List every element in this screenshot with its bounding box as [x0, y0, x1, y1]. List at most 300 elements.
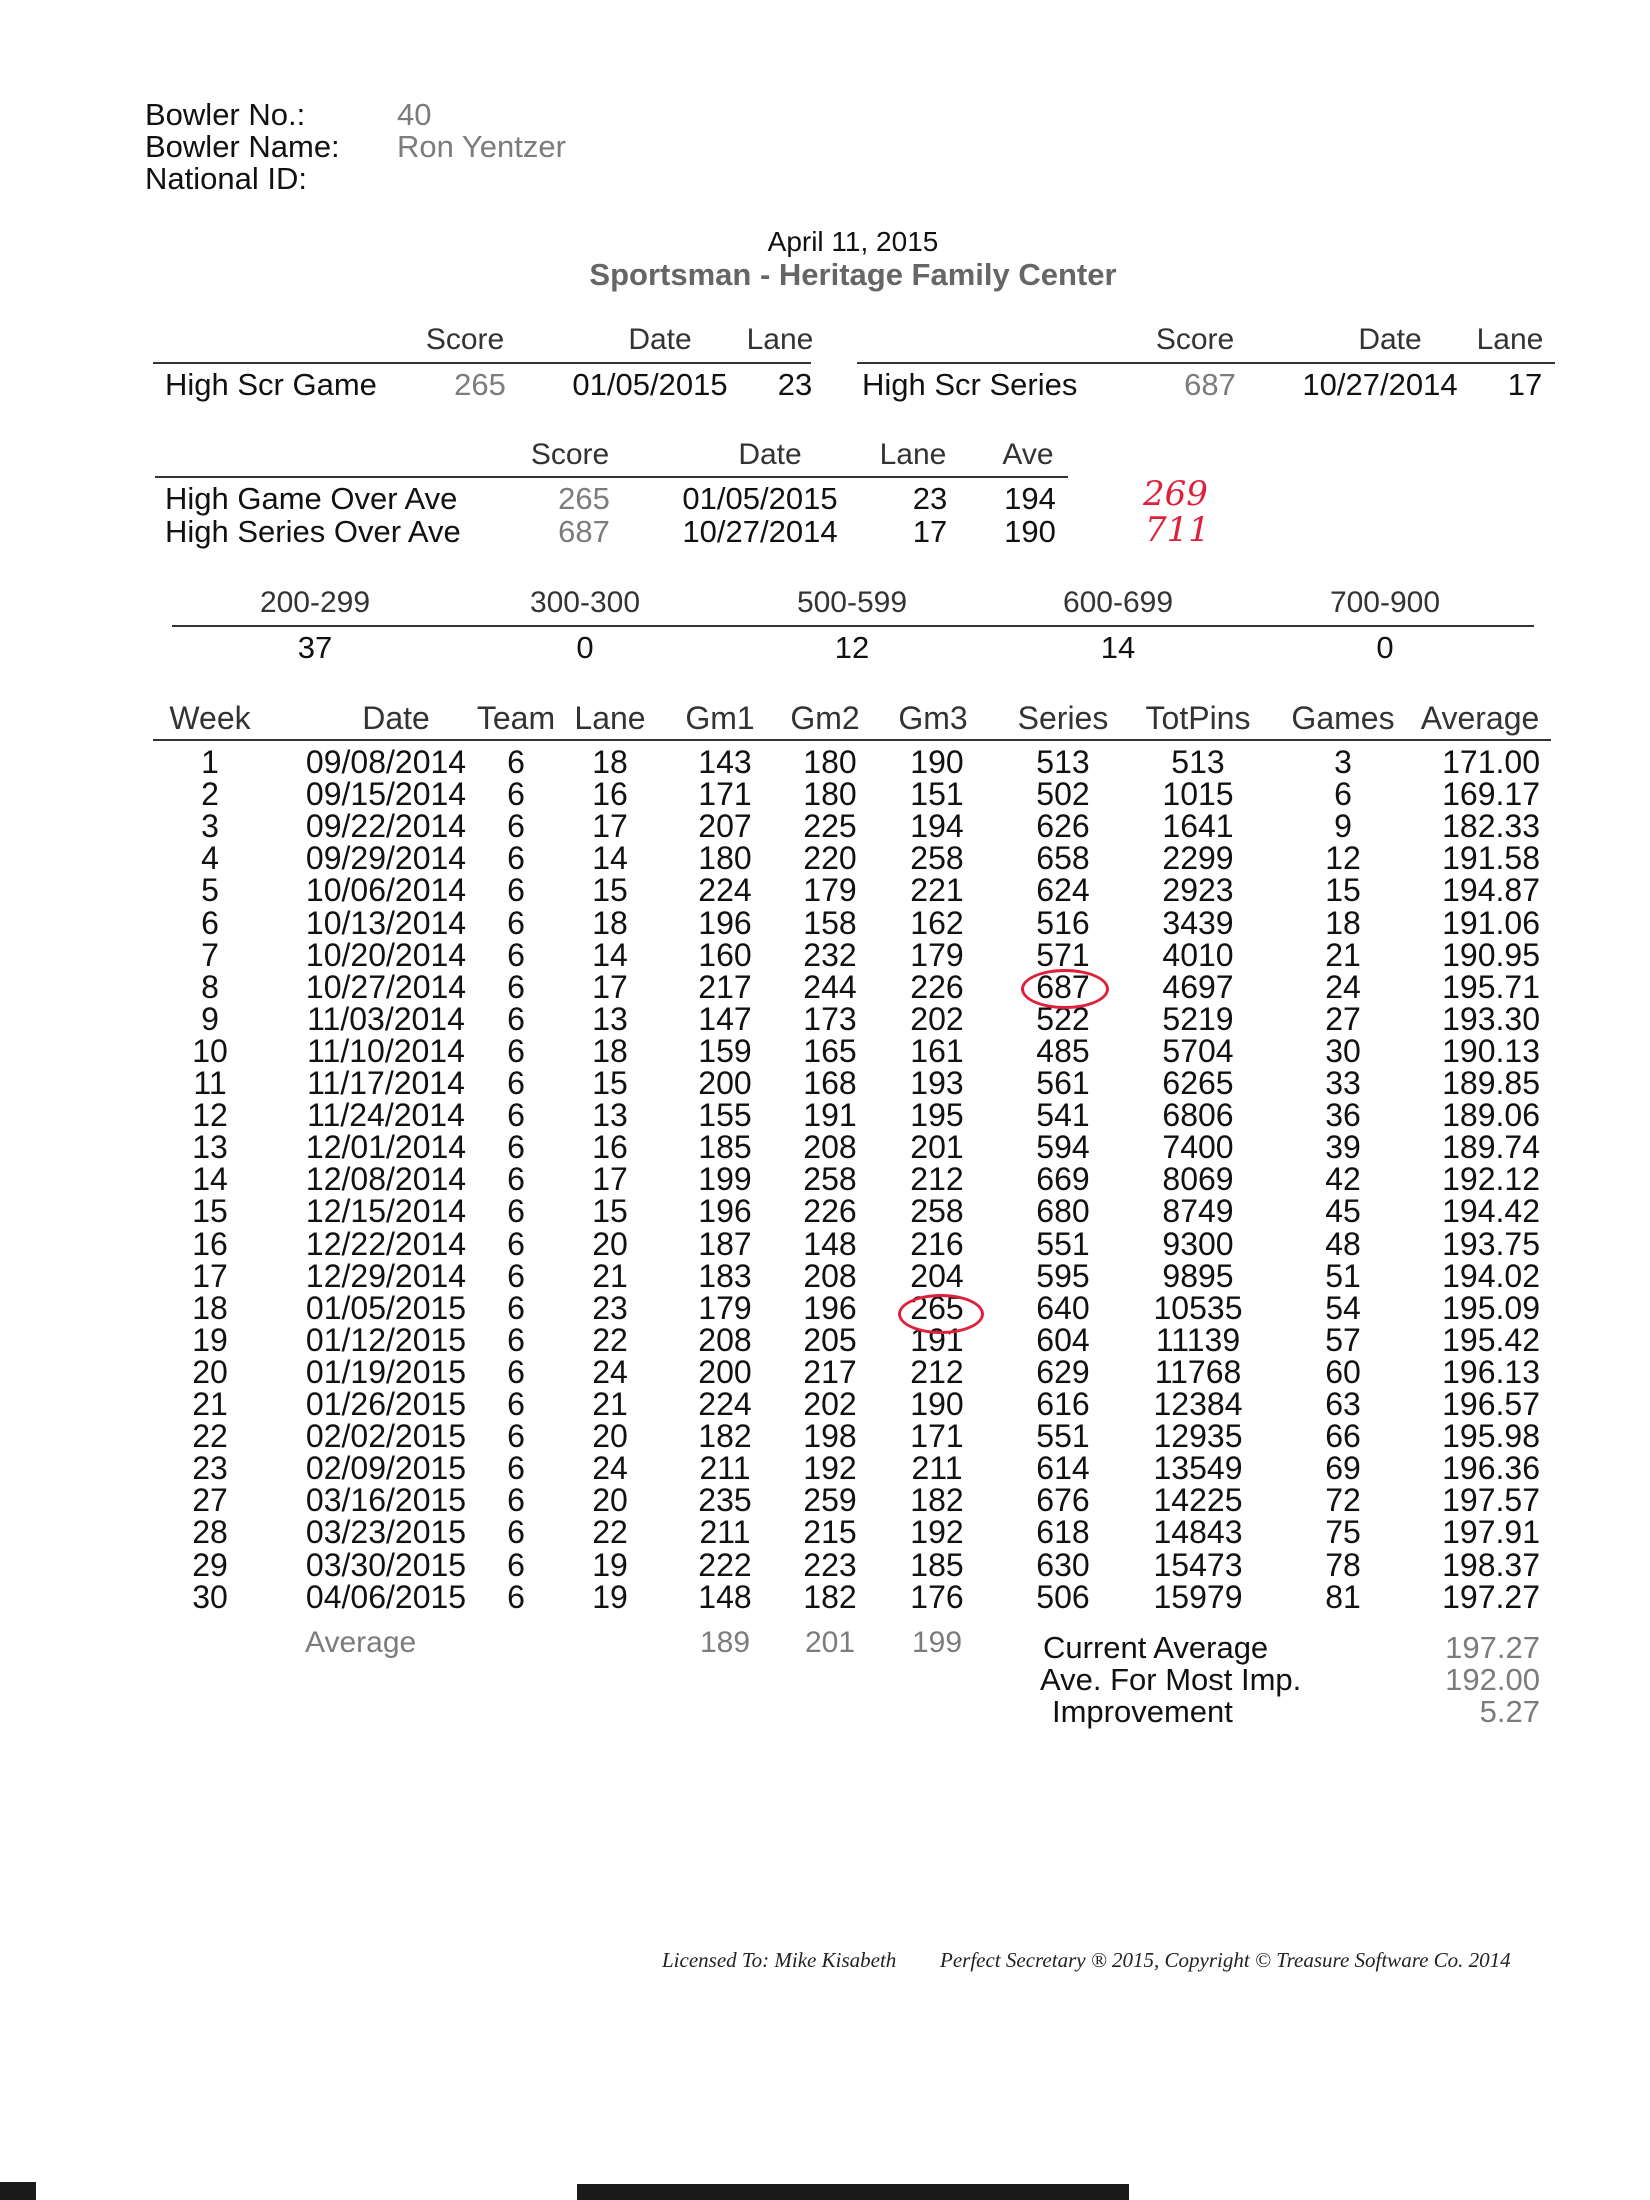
- cell-team: 6: [507, 1032, 525, 1069]
- high-series-lane-header: Lane: [1476, 323, 1544, 356]
- high-game-date-header: Date: [628, 323, 692, 356]
- cell-gm3: 204: [910, 1257, 964, 1294]
- cell-gm2: 168: [803, 1065, 857, 1101]
- cell-games: 42: [1325, 1161, 1361, 1198]
- cell-team: 6: [507, 1482, 525, 1519]
- cell-week: 14: [192, 1161, 228, 1198]
- cell-date: 03/23/2015: [305, 1514, 467, 1551]
- range-value-3: 14: [1100, 630, 1136, 665]
- cell-lane: 19: [592, 1578, 628, 1615]
- cell-lane: 17: [592, 1161, 628, 1198]
- handwritten-note-269: 269: [1143, 474, 1208, 514]
- cell-gm2: 226: [803, 1193, 857, 1230]
- col-header-gm2: Gm2: [790, 700, 860, 736]
- scan-edge: [0, 2182, 36, 2200]
- cell-date: 11/17/2014: [307, 1065, 465, 1101]
- cell-games: 21: [1325, 936, 1361, 973]
- cell-series: 626: [1036, 808, 1090, 845]
- over-ave-date-header: Date: [738, 438, 802, 471]
- cell-games: 12: [1325, 840, 1361, 877]
- cell-series: 618: [1036, 1514, 1090, 1551]
- cell-totpins: 6806: [1162, 1097, 1234, 1134]
- cell-week: 17: [192, 1257, 228, 1294]
- cell-series: 640: [1036, 1289, 1090, 1326]
- cell-games: 27: [1325, 1000, 1361, 1037]
- cell-lane: 17: [592, 968, 628, 1005]
- cell-average: 189.06: [1442, 1097, 1540, 1134]
- cell-gm2: 173: [803, 1000, 857, 1037]
- cell-gm2: 217: [803, 1353, 857, 1390]
- cell-date: 02/02/2015: [305, 1418, 467, 1455]
- cell-gm3: 226: [910, 968, 964, 1005]
- current-average-value: 197.27: [1445, 1630, 1540, 1665]
- cell-lane: 24: [592, 1450, 628, 1487]
- cell-team: 6: [507, 1257, 525, 1294]
- cell-average: 195.98: [1442, 1418, 1540, 1455]
- cell-games: 81: [1325, 1578, 1361, 1615]
- cell-average: 195.71: [1442, 968, 1540, 1005]
- cell-games: 63: [1325, 1386, 1361, 1422]
- cell-series: 616: [1036, 1386, 1090, 1422]
- cell-lane: 20: [592, 1418, 628, 1455]
- range-value-4: 0: [1376, 630, 1394, 665]
- cell-totpins: 1015: [1162, 776, 1234, 813]
- cell-average: 197.27: [1442, 1578, 1540, 1615]
- highlight-circle: [1021, 969, 1109, 1009]
- cell-team: 6: [507, 1418, 525, 1455]
- cell-average: 193.30: [1442, 1000, 1540, 1037]
- cell-date: 01/19/2015: [305, 1353, 467, 1390]
- cell-average: 191.58: [1442, 840, 1540, 877]
- cell-date: 01/26/2015: [305, 1386, 467, 1422]
- cell-average: 194.87: [1442, 872, 1540, 909]
- cell-totpins: 7400: [1162, 1129, 1234, 1166]
- cell-totpins: 12384: [1153, 1386, 1243, 1422]
- cell-date: 04/06/2015: [305, 1578, 467, 1615]
- cell-lane: 15: [592, 1065, 628, 1101]
- cell-week: 3: [201, 808, 219, 845]
- cell-week: 11: [193, 1065, 227, 1101]
- divider: [857, 362, 1555, 364]
- cell-gm2: 208: [803, 1129, 857, 1166]
- cell-lane: 14: [592, 840, 628, 877]
- cell-date: 10/27/2014: [305, 968, 467, 1005]
- average-gm2: 201: [804, 1626, 856, 1659]
- cell-lane: 15: [592, 1193, 628, 1230]
- cell-week: 10: [192, 1032, 228, 1069]
- cell-average: 169.17: [1442, 776, 1540, 813]
- cell-team: 6: [507, 1546, 525, 1583]
- cell-lane: 15: [592, 872, 628, 909]
- cell-lane: 24: [592, 1353, 628, 1390]
- cell-lane: 16: [592, 1129, 628, 1166]
- cell-lane: 22: [592, 1514, 628, 1551]
- cell-games: 72: [1325, 1482, 1361, 1519]
- cell-date: 11/10/2014: [307, 1032, 465, 1069]
- range-value-1: 0: [576, 630, 594, 665]
- cell-average: 194.42: [1442, 1193, 1540, 1230]
- high-series-over-ave-label: High Series Over Ave: [165, 514, 461, 549]
- cell-gm1: 235: [698, 1482, 752, 1519]
- cell-gm3: 190: [910, 1386, 964, 1422]
- range-header-2: 500-599: [796, 586, 908, 619]
- cell-date: 09/22/2014: [305, 808, 467, 845]
- cell-games: 45: [1325, 1193, 1361, 1230]
- cell-team: 6: [507, 904, 525, 941]
- cell-average: 195.42: [1442, 1321, 1540, 1358]
- col-header-average: Average: [1420, 700, 1540, 736]
- cell-week: 13: [192, 1129, 228, 1166]
- cell-lane: 21: [592, 1257, 628, 1294]
- cell-team: 6: [507, 1321, 525, 1358]
- cell-team: 6: [507, 1129, 525, 1166]
- cell-team: 6: [507, 776, 525, 813]
- cell-week: 6: [201, 904, 219, 941]
- cell-gm3: 212: [910, 1161, 964, 1198]
- cell-lane: 19: [592, 1546, 628, 1583]
- cell-gm2: 158: [803, 904, 857, 941]
- average-label: Average: [305, 1626, 417, 1659]
- cell-week: 27: [192, 1482, 228, 1519]
- cell-date: 09/08/2014: [305, 744, 467, 780]
- cell-totpins: 8069: [1162, 1161, 1234, 1198]
- cell-average: 196.13: [1442, 1353, 1540, 1390]
- cell-week: 16: [192, 1225, 228, 1262]
- cell-team: 6: [507, 936, 525, 973]
- cell-gm1: 179: [698, 1289, 752, 1326]
- cell-date: 12/08/2014: [305, 1161, 467, 1198]
- cell-gm2: 191: [803, 1097, 857, 1134]
- high-scr-series-label: High Scr Series: [862, 367, 1078, 402]
- cell-lane: 18: [592, 1032, 628, 1069]
- cell-series: 571: [1036, 936, 1090, 973]
- scan-edge: [577, 2184, 1129, 2200]
- cell-series: 506: [1036, 1578, 1090, 1615]
- cell-gm3: 182: [910, 1482, 964, 1519]
- cell-team: 6: [507, 1065, 525, 1101]
- cell-lane: 22: [592, 1321, 628, 1358]
- divider: [153, 362, 811, 364]
- cell-gm1: 160: [698, 936, 752, 973]
- cell-series: 551: [1036, 1225, 1090, 1262]
- cell-gm3: 194: [910, 808, 964, 845]
- cell-totpins: 5704: [1162, 1032, 1234, 1069]
- cell-totpins: 513: [1171, 744, 1225, 780]
- cell-totpins: 11139: [1155, 1321, 1241, 1358]
- current-average-label: Current Average: [1043, 1630, 1269, 1665]
- cell-date: 12/15/2014: [305, 1193, 467, 1230]
- cell-totpins: 8749: [1162, 1193, 1234, 1230]
- cell-lane: 14: [592, 936, 628, 973]
- high-series-date-header: Date: [1358, 323, 1422, 356]
- range-header-1: 300-300: [529, 586, 641, 619]
- cell-week: 20: [192, 1353, 228, 1390]
- cell-lane: 13: [592, 1000, 628, 1037]
- cell-lane: 18: [592, 904, 628, 941]
- cell-gm2: 244: [803, 968, 857, 1005]
- bowler-name-label: Bowler Name:: [145, 129, 340, 164]
- cell-gm3: 202: [910, 1000, 964, 1037]
- cell-date: 03/30/2015: [305, 1546, 467, 1583]
- cell-gm2: 225: [803, 808, 857, 845]
- cell-average: 189.85: [1442, 1065, 1540, 1101]
- cell-series: 676: [1036, 1482, 1090, 1519]
- cell-team: 6: [507, 872, 525, 909]
- col-header-totpins: TotPins: [1145, 700, 1251, 736]
- cell-gm2: 259: [803, 1482, 857, 1519]
- high-scr-series-lane: 17: [1507, 367, 1543, 402]
- cell-lane: 17: [592, 808, 628, 845]
- cell-team: 6: [507, 840, 525, 877]
- cell-series: 669: [1036, 1161, 1090, 1198]
- cell-series: 687: [1036, 968, 1090, 1005]
- cell-week: 4: [201, 840, 219, 877]
- cell-average: 189.74: [1442, 1129, 1540, 1166]
- cell-week: 1: [201, 744, 219, 780]
- cell-totpins: 9895: [1162, 1257, 1234, 1294]
- cell-games: 51: [1325, 1257, 1361, 1294]
- cell-totpins: 9300: [1162, 1225, 1234, 1262]
- cell-gm2: 215: [803, 1514, 857, 1551]
- cell-gm2: 208: [803, 1257, 857, 1294]
- col-header-gm1: Gm1: [685, 700, 755, 736]
- high-scr-series-date: 10/27/2014: [1302, 367, 1458, 402]
- cell-average: 171.00: [1442, 744, 1540, 780]
- cell-totpins: 6265: [1162, 1065, 1234, 1101]
- high-game-over-ave-date: 01/05/2015: [682, 481, 838, 516]
- cell-series: 541: [1036, 1097, 1090, 1134]
- cell-gm3: 211: [911, 1450, 963, 1487]
- range-header-4: 700-900: [1329, 586, 1441, 619]
- col-header-team: Team: [476, 700, 556, 736]
- cell-games: 3: [1334, 744, 1352, 780]
- cell-gm2: 223: [803, 1546, 857, 1583]
- cell-gm2: 165: [803, 1032, 857, 1069]
- cell-games: 78: [1325, 1546, 1361, 1583]
- cell-games: 15: [1325, 872, 1361, 909]
- range-header-0: 200-299: [259, 586, 371, 619]
- cell-games: 6: [1334, 776, 1352, 813]
- col-header-gm3: Gm3: [898, 700, 968, 736]
- improvement-value: 5.27: [1479, 1694, 1540, 1729]
- cell-week: 30: [192, 1578, 228, 1615]
- over-ave-ave-header: Ave: [1002, 438, 1054, 471]
- high-scr-game-label: High Scr Game: [165, 367, 377, 402]
- cell-gm2: 220: [803, 840, 857, 877]
- most-improved-label: Ave. For Most Imp.: [1040, 1662, 1302, 1697]
- national-id-label: National ID:: [145, 161, 307, 196]
- cell-totpins: 5219: [1162, 1000, 1234, 1037]
- cell-games: 60: [1325, 1353, 1361, 1390]
- cell-gm1: 196: [698, 904, 752, 941]
- cell-gm3: 212: [910, 1353, 964, 1390]
- cell-series: 595: [1036, 1257, 1090, 1294]
- cell-totpins: 10535: [1153, 1289, 1243, 1326]
- copyright-text: Perfect Secretary ® 2015, Copyright © Treasure Software Co. 2014: [940, 1948, 1511, 1972]
- cell-date: 03/16/2015: [305, 1482, 467, 1519]
- cell-gm1: 187: [698, 1225, 752, 1262]
- cell-date: 10/20/2014: [305, 936, 467, 973]
- cell-series: 604: [1036, 1321, 1090, 1358]
- license-text: Licensed To: Mike Kisabeth: [662, 1948, 897, 1972]
- cell-lane: 20: [592, 1482, 628, 1519]
- cell-team: 6: [507, 968, 525, 1005]
- high-game-lane-header: Lane: [746, 323, 814, 356]
- cell-totpins: 15473: [1153, 1546, 1243, 1583]
- cell-gm1: 155: [698, 1097, 752, 1134]
- cell-team: 6: [507, 1289, 525, 1326]
- cell-gm2: 148: [803, 1225, 857, 1262]
- cell-week: 23: [192, 1450, 228, 1487]
- cell-games: 66: [1325, 1418, 1361, 1455]
- cell-week: 21: [192, 1386, 228, 1422]
- cell-gm1: 222: [698, 1546, 752, 1583]
- cell-series: 502: [1036, 776, 1090, 813]
- cell-lane: 20: [592, 1225, 628, 1262]
- cell-gm1: 196: [698, 1193, 752, 1230]
- cell-date: 09/29/2014: [305, 840, 467, 877]
- cell-lane: 21: [592, 1386, 628, 1422]
- cell-lane: 16: [592, 776, 628, 813]
- cell-team: 6: [507, 1225, 525, 1262]
- cell-gm1: 200: [698, 1065, 752, 1101]
- average-gm1: 189: [699, 1626, 751, 1659]
- cell-team: 6: [507, 1161, 525, 1198]
- cell-gm3: 258: [910, 1193, 964, 1230]
- cell-gm3: 221: [910, 872, 964, 909]
- cell-gm3: 216: [910, 1225, 964, 1262]
- cell-average: 198.37: [1442, 1546, 1540, 1583]
- cell-gm1: 180: [698, 840, 752, 877]
- col-header-date: Date: [362, 700, 430, 736]
- col-header-lane: Lane: [574, 700, 646, 736]
- cell-gm3: 151: [910, 776, 964, 813]
- cell-gm1: 171: [698, 776, 752, 813]
- col-header-games: Games: [1291, 700, 1395, 736]
- high-game-over-ave-score: 265: [558, 481, 610, 516]
- cell-gm1: 159: [698, 1032, 752, 1069]
- cell-gm3: 258: [910, 840, 964, 877]
- range-header-3: 600-699: [1062, 586, 1174, 619]
- cell-games: 33: [1325, 1065, 1361, 1101]
- cell-totpins: 13549: [1153, 1450, 1243, 1487]
- cell-average: 182.33: [1442, 808, 1540, 845]
- cell-gm2: 179: [803, 872, 857, 909]
- cell-week: 29: [192, 1546, 228, 1583]
- cell-gm1: 207: [698, 808, 752, 845]
- cell-series: 624: [1036, 872, 1090, 909]
- bowler-no-value: 40: [397, 97, 432, 132]
- cell-team: 6: [507, 1386, 525, 1422]
- cell-gm1: 143: [698, 744, 752, 780]
- cell-totpins: 1641: [1162, 808, 1234, 845]
- cell-gm1: 185: [698, 1129, 752, 1166]
- cell-team: 6: [507, 1097, 525, 1134]
- high-game-score-header: Score: [425, 323, 505, 356]
- cell-team: 6: [507, 1000, 525, 1037]
- cell-week: 2: [201, 776, 219, 813]
- cell-totpins: 4697: [1162, 968, 1234, 1005]
- cell-average: 192.12: [1442, 1161, 1540, 1198]
- cell-gm1: 147: [698, 1000, 752, 1037]
- cell-week: 7: [201, 936, 219, 973]
- range-value-0: 37: [297, 630, 333, 665]
- cell-series: 614: [1036, 1450, 1090, 1487]
- cell-team: 6: [507, 744, 525, 780]
- cell-date: 09/15/2014: [305, 776, 467, 813]
- cell-date: 01/05/2015: [305, 1289, 467, 1326]
- cell-gm3: 171: [910, 1418, 964, 1455]
- center-title: Sportsman - Heritage Family Center: [589, 257, 1117, 292]
- over-ave-lane-header: Lane: [879, 438, 947, 471]
- high-series-score-header: Score: [1155, 323, 1235, 356]
- cell-gm3: 193: [910, 1065, 964, 1101]
- cell-gm3: 201: [910, 1129, 964, 1166]
- cell-gm3: 185: [910, 1546, 964, 1583]
- cell-gm1: 211: [699, 1450, 751, 1487]
- cell-series: 551: [1036, 1418, 1090, 1455]
- cell-games: 36: [1325, 1097, 1361, 1134]
- cell-totpins: 4010: [1162, 936, 1234, 973]
- cell-week: 22: [192, 1418, 228, 1455]
- cell-gm3: 176: [910, 1578, 964, 1615]
- report-date: April 11, 2015: [767, 226, 939, 257]
- cell-series: 594: [1036, 1129, 1090, 1166]
- cell-games: 39: [1325, 1129, 1361, 1166]
- cell-gm2: 180: [803, 776, 857, 813]
- cell-gm2: 232: [803, 936, 857, 973]
- cell-team: 6: [507, 1514, 525, 1551]
- cell-average: 197.91: [1442, 1514, 1540, 1551]
- cell-lane: 18: [592, 744, 628, 780]
- cell-average: 194.02: [1442, 1257, 1540, 1294]
- highlight-circle: [898, 1294, 984, 1334]
- high-game-over-ave-label: High Game Over Ave: [165, 481, 458, 516]
- cell-series: 658: [1036, 840, 1090, 877]
- cell-games: 18: [1325, 904, 1361, 941]
- cell-games: 69: [1325, 1450, 1361, 1487]
- cell-gm1: 208: [698, 1321, 752, 1358]
- cell-gm2: 258: [803, 1161, 857, 1198]
- cell-date: 12/01/2014: [305, 1129, 467, 1166]
- cell-gm3: 191: [910, 1321, 964, 1358]
- cell-series: 485: [1036, 1032, 1090, 1069]
- cell-team: 6: [507, 1578, 525, 1615]
- cell-average: 196.57: [1442, 1386, 1540, 1422]
- cell-week: 5: [201, 872, 219, 909]
- cell-totpins: 2299: [1162, 840, 1234, 877]
- cell-average: 190.95: [1442, 936, 1540, 973]
- range-value-2: 12: [834, 630, 870, 665]
- bowler-no-label: Bowler No.:: [145, 97, 306, 132]
- cell-games: 24: [1325, 968, 1361, 1005]
- cell-week: 12: [192, 1097, 228, 1134]
- improvement-label: Improvement: [1052, 1694, 1233, 1729]
- cell-series: 629: [1036, 1353, 1090, 1390]
- cell-series: 513: [1036, 744, 1090, 780]
- cell-date: 10/13/2014: [305, 904, 467, 941]
- cell-gm2: 196: [803, 1289, 857, 1326]
- cell-series: 516: [1036, 904, 1090, 941]
- cell-lane: 23: [592, 1289, 628, 1326]
- cell-gm2: 192: [803, 1450, 857, 1487]
- cell-gm3: 179: [910, 936, 964, 973]
- cell-gm2: 198: [803, 1418, 857, 1455]
- high-series-over-ave-date: 10/27/2014: [682, 514, 838, 549]
- cell-date: 02/09/2015: [305, 1450, 467, 1487]
- cell-gm3: 195: [910, 1097, 964, 1134]
- cell-date: 12/29/2014: [305, 1257, 467, 1294]
